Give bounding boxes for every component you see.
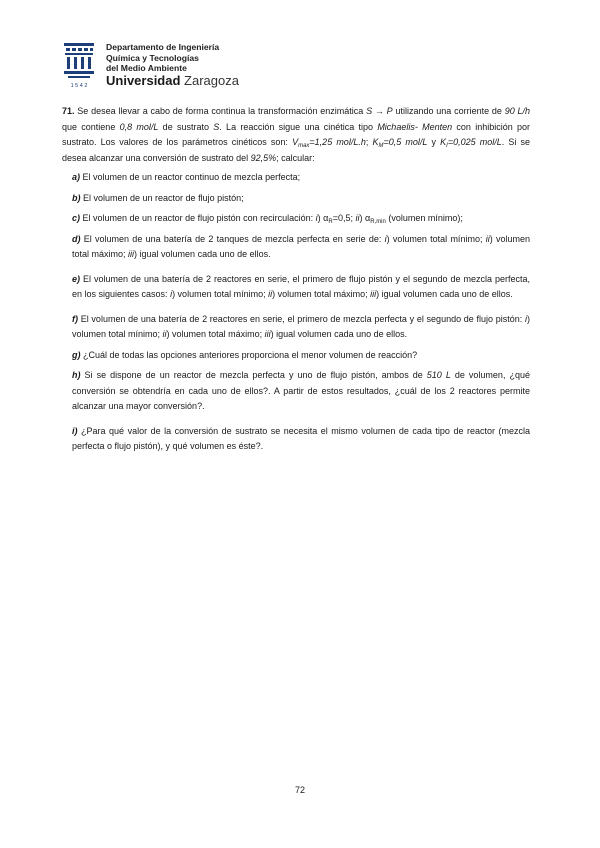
question-i: i) ¿Para qué valor de la conversión de sustrato se necesita el mismo volumen de cada tipo de reactor (mezcla perfecta o flujo pistón), y qué volumen es éste?.: [72, 425, 530, 451]
page-number: 72: [294, 785, 305, 795]
problem-statement: 71. Se desea llevar a cabo de forma continua la transformación enzimática S → P utilizando una corriente de 90 L/h que contiene 0,8 mol/L de sustrato S. La reacción sigue una cinética tipo Michaelis- Menten con inhibición por sustrato. Los valores de los parámetros cinéticos son: $V_{max}=1,25$ mol/L.h; $K_M=0,5$ mol/L y $K_I=0,025$ mol/L. Si se desea alcanzar una conversión de sustrato del 92,5%; calcular:: [62, 106, 531, 163]
question-f: f) El volumen de una batería de 2 reactores en serie, el primero de mezcla perfecta y el segundo de flujo pistón: i) volumen total mínimo; ii) volumen total máximo; iii) igual volumen cada uno de ellos.: [72, 313, 530, 339]
university-logo-icon: [62, 40, 96, 90]
svg-text:1 5 4 2: 1 5 4 2: [70, 83, 88, 89]
department-name: Departamento de Ingeniería Química y Tecnologías del Medio Ambiente: [106, 42, 220, 73]
question-h: h) Si se dispone de un reactor de mezcla perfecta y uno de flujo pistón, ambos de 510 L de volumen, ¿qué conversión se obtendría en cada uno de ellos?. A partir de estos resultados, ¿cuál de los 2 reactores permite alcanzar una mayor conversión?.: [72, 370, 530, 411]
university-name: Universidad Zaragoza: [106, 73, 239, 88]
question-c: c) El volumen de un reactor de flujo pistón con recirculación: i) $\alpha_R=0,5$; ii) $\alpha_{R,min}$ (volumen mínimo);: [72, 213, 463, 225]
question-e: e) El volumen de una batería de 2 reactores en serie, el primero de flujo pistón y el segundo de mezcla perfecta, en los siguientes casos: i) volumen total mínimo; ii) volumen total máximo; iii) igual volumen cada uno de ellos.: [72, 273, 530, 299]
question-g: g) ¿Cuál de todas las opciones anteriores proporciona el menor volumen de reacción?: [72, 349, 418, 360]
question-a: a) El volumen de un reactor continuo de mezcla perfecta;: [72, 172, 301, 182]
question-d: d) El volumen de una batería de 2 tanques de mezcla perfecta en serie de: i) volumen total mínimo; ii) volumen total máximo; iii) igual volumen cada uno de ellos.: [72, 233, 530, 259]
problem-content: [62, 104, 530, 460]
page-header: [62, 40, 282, 90]
question-b: b) El volumen de un reactor de flujo pistón;: [72, 192, 244, 203]
